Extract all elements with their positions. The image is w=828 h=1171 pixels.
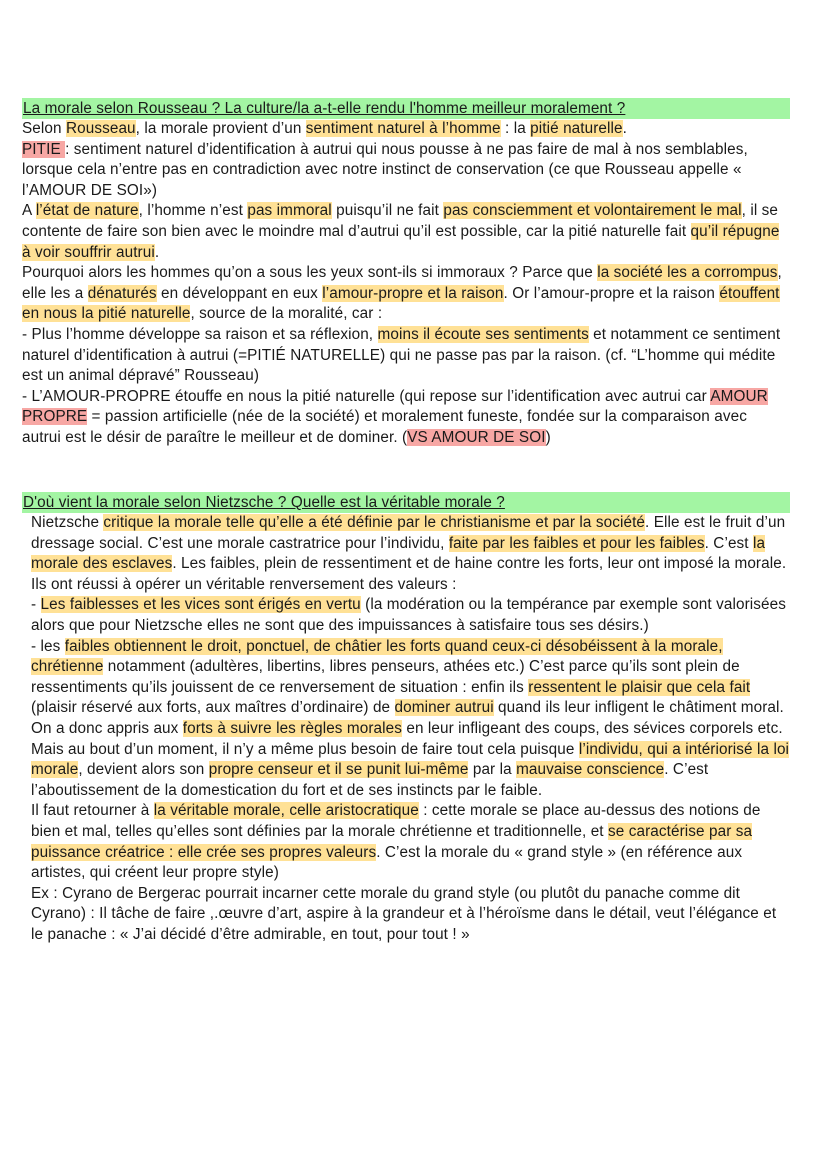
text-run: . Les faibles, plein de ressentiment et de haine contre les forts, leur ont imposé la morale. Ils ont réussi à opérer un véritable renversement des valeurs : (31, 555, 787, 593)
text-run: ) (545, 428, 551, 446)
paragraph (22, 387, 790, 449)
paragraph (31, 637, 790, 719)
paragraph (31, 513, 790, 595)
text-run: , devient alors son (78, 761, 209, 779)
text-run: (la modération ou la tempérance par exemple sont valorisées alors que pour Nietzsche elles ne sont que des impuissances à satisfaire tous ses désirs.) (31, 596, 786, 634)
text-run: Nietzsche (31, 514, 104, 531)
text-run: . Or l’amour-propre et la raison (503, 284, 720, 302)
text-run: - Plus l’homme développe sa raison et sa réflexion, (22, 325, 378, 343)
highlight-yellow: qu’il répugne à voir souffrir autrui (22, 222, 780, 261)
text-run: (plaisir réservé aux forts, aux maîtres d’ordinaire) de (31, 699, 395, 717)
paragraph (22, 201, 790, 263)
section-nietzsche (22, 492, 790, 945)
highlight-yellow: dominer autrui (394, 699, 494, 717)
highlight-yellow: la société les a corrompus (597, 264, 778, 282)
highlight-yellow: dénaturés (87, 284, 157, 302)
highlight-yellow: moins il écoute ses sentiments (377, 325, 589, 343)
text-run: A (22, 202, 36, 220)
paragraph (31, 719, 790, 801)
section-heading: La morale selon Rousseau ? La culture/la a-t-elle rendu l'homme meilleur moralement ? (22, 98, 790, 119)
highlight-yellow: Les faiblesses et les vices sont érigés en vertu (40, 596, 361, 614)
highlight-yellow: pas consciemment et volontairement le mal (443, 202, 742, 220)
text-run: quand ils leur infligent le châtiment moral. (493, 699, 784, 717)
highlight-yellow: pas immoral (247, 202, 332, 220)
text-run: - L’AMOUR-PROPRE étouffe en nous la pitié naturelle (qui repose sur l’identification avec autrui car (22, 387, 711, 405)
highlight-red: VS AMOUR DE SOI (407, 428, 546, 446)
text-run: . C’est l’aboutissement de la domestication du fort et de ses instincts par le faible. (31, 761, 709, 799)
text-run: Il faut retourner à (31, 802, 154, 820)
highlight-yellow: faibles obtiennent le droit, ponctuel, de châtier les forts quand ceux-ci désobéissent à la morale, chrétienne (31, 637, 723, 676)
text-run: : sentiment naturel d’identification à autrui qui nous pousse à ne pas faire de mal à nos semblables, lorsque cela n’entre pas en contradiction avec notre instinct de conservation (ce que Rousseau appelle « l’AMOUR DE SOI») (22, 140, 748, 199)
highlight-yellow: ressentent le plaisir que cela fait (528, 678, 751, 696)
highlight-yellow: l’individu, qui a intériorisé la loi morale (31, 740, 790, 779)
text-run: , source de la moralité, car : (190, 305, 383, 323)
text-run: Selon (22, 120, 66, 137)
paragraph (31, 801, 790, 883)
highlight-yellow: Rousseau (65, 120, 136, 137)
section-rousseau (22, 98, 790, 449)
highlight-yellow: forts à suivre les règles morales (182, 719, 402, 737)
highlight-yellow: étouffent en nous la pitié naturelle (22, 284, 780, 323)
text-run: Pourquoi alors les hommes qu’on a sous les yeux sont-ils si immoraux ? Parce que (22, 264, 598, 282)
section-heading: D'où vient la morale selon Nietzsche ? Quelle est la véritable morale ? (22, 492, 790, 513)
highlight-red: PITIE (22, 140, 66, 158)
paragraph (22, 119, 790, 140)
text-run: , la morale provient d’un (135, 120, 306, 137)
text-run: . (154, 243, 160, 261)
text-run: - les (31, 637, 65, 655)
paragraph (31, 595, 790, 636)
text-run: puisqu’il ne fait (331, 202, 444, 220)
text-run: , l’homme n’est (138, 202, 248, 220)
highlight-yellow: pitié naturelle (530, 120, 623, 137)
highlight-yellow: propre censeur et il se punit lui-même (208, 761, 469, 779)
text-run: On a donc appris aux (31, 719, 183, 737)
text-run: Ex : Cyrano de Bergerac pourrait incarner cette morale du grand style (ou plutôt du panache comme dit Cyrano) : Il tâche de faire ,.œuvre d’art, aspire à la grandeur et à l’héroïsme dans le détail, veut l’élégance et le panache : « J’ai décidé d’être admirable, en tout, pour tout ! » (31, 884, 777, 943)
highlight-yellow: sentiment naturel à l’homme (305, 120, 501, 137)
highlight-yellow: l’état de nature (35, 202, 139, 220)
highlight-yellow: la morale des esclaves (31, 534, 766, 573)
paragraph (22, 140, 790, 202)
text-run: , elle les a (22, 264, 782, 302)
highlight-yellow: critique la morale telle qu’elle a été définie par le christianisme et par la société (103, 514, 646, 531)
text-run: en leur infligeant des coups, des sévices corporels etc. Mais au bout d’un moment, il n’y a même plus besoin de faire tout cela puisque (31, 719, 783, 758)
section-body (22, 119, 790, 449)
text-run: - (31, 596, 41, 614)
highlight-yellow: la véritable morale, celle aristocratique (153, 802, 419, 820)
text-run: . (622, 120, 628, 137)
highlight-yellow: se caractérise par sa puissance créatrice : elle crée ses propres valeurs (31, 822, 753, 861)
highlight-yellow: l’amour-propre et la raison (322, 284, 504, 302)
text-run: en développant en eux (156, 284, 323, 302)
paragraph (31, 884, 790, 946)
paragraph (22, 325, 790, 387)
text-run: : la (500, 120, 531, 137)
highlight-yellow: faite par les faibles et pour les faibles (448, 534, 705, 552)
text-run: et notamment ce sentiment naturel d’identification à autrui (=PITIÉ NATURELLE) qui ne passe pas par la raison. (cf. “L’homme qui médite est un animal dépravé” Rousseau) (22, 325, 781, 385)
text-run: par la (468, 761, 517, 779)
text-run: notamment (adultères, libertins, libres penseurs, athées etc.) C’est parce qu’ils sont plein de ressentiments qu’ils jouissent de ce renversement de situation : enfin ils (31, 658, 740, 696)
text-run: . Elle est le fruit d’un dressage social. C’est une morale castratrice pour l’individu, (31, 514, 786, 552)
text-run: : cette morale se place au-dessus des notions de bien et mal, telles qu’elles sont définies par la morale chrétienne et traditionnelle, et (31, 802, 761, 840)
section-body (22, 513, 790, 945)
text-run: . C’est la morale du « grand style » (en référence aux artistes, qui créent leur propre style) (31, 843, 743, 882)
text-run: = passion artificielle (née de la société) et moralement funeste, fondée sur la comparaison avec autrui est le désir de paraître le meilleur et de dominer. ( (22, 408, 747, 446)
highlight-red: AMOUR PROPRE (22, 387, 768, 426)
text-run: . C’est (704, 534, 754, 552)
text-run: , il se contente de faire son bien avec le moindre mal d’autrui qu’il est possible, car la pitié naturelle fait (22, 202, 779, 240)
highlight-yellow: mauvaise conscience (516, 761, 665, 779)
paragraph (22, 263, 790, 325)
